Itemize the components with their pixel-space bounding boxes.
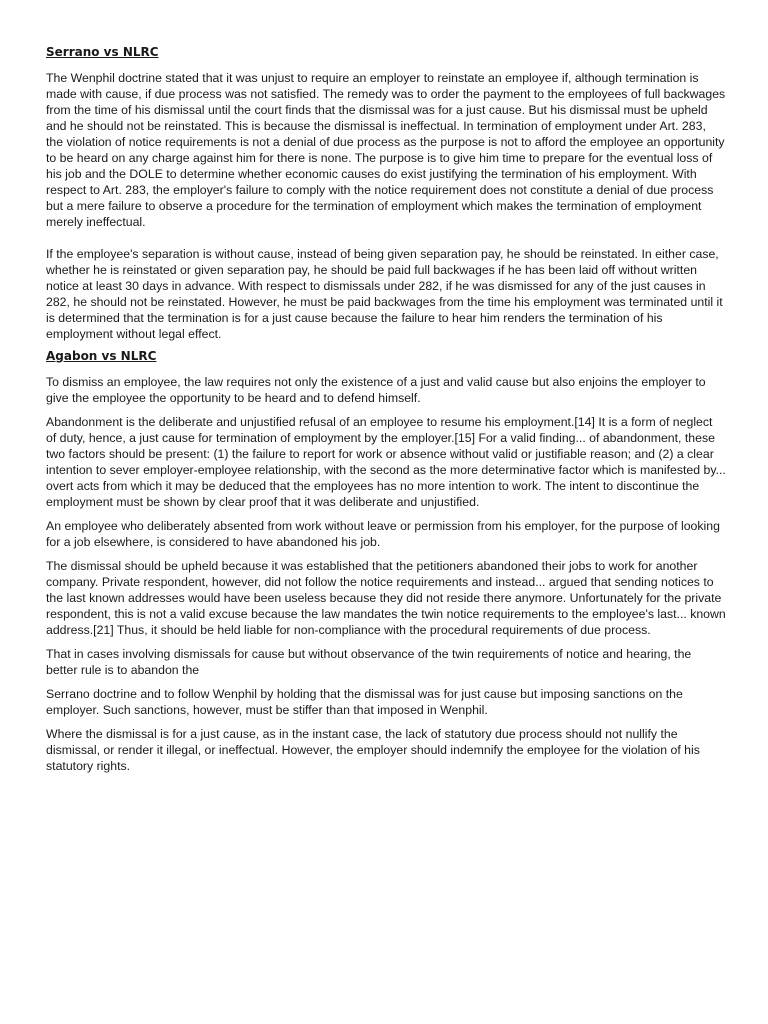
agabon-paragraph-3: An employee who deliberately absented from work without leave or permission from his employer, for the purpose of looking for a job elsewhere, is considered to have abandoned his job. [46,519,720,549]
agabon-paragraph-4: The dismissal should be upheld because it was established that the petitioners abandoned their jobs to work for another company. Private respondent, however, did not follow the notice requirements and instead... argued that sending notices to the last known addresses would have been useless because they did not reside there anymore. Unfortunately for the private respondent, this is not a valid excuse because the law mandates the twin notice requirements to the employee's last... known address.[21] Thus, it should be held liable for non-compliance with the procedural requirements of due process. [46,559,726,637]
serrano-paragraph-2: If the employee's separation is without cause, instead of being given separation pay, he should be reinstated. In either case, whether he is reinstated or given separation pay, he should be paid full backwages if he has been laid off without written notice at least 30 days in advance. With respect to dismissals under 282, if he was dismissed for any of the just causes in 282, he should not be reinstated. However, he must be paid backwages from the time his employment was terminated until it is determined that the termination is for a just cause because the failure to hear him renders the termination of his employment without legal effect. [46,247,723,341]
agabon-paragraph-1: To dismiss an employee, the law requires not only the existence of a just and valid cause but also enjoins the employer to give the employee the opportunity to be heard and to defend himself. [46,375,706,405]
agabon-paragraph-2: Abandonment is the deliberate and unjustified refusal of an employee to resume his employment.[14] It is a form of neglect of duty, hence, a just cause for termination of employment by the employer.[15] For a valid finding... of abandonment, these two factors should be present: (1) the failure to report for work or absence without valid or justifiable reason; and (2) a clear intention to sever employer-employee relationship, with the second as the more determinative factor which is manifested by... overt acts from which it may be deduced that the employees has no more intention to work. The intent to discontinue the employment must be shown by clear proof that it was deliberate and unjustified. [46,415,726,509]
agabon-paragraph-5: That in cases involving dismissals for cause but without observance of the twin requirements of notice and hearing, the better rule is to abandon the [46,647,692,677]
serrano-paragraph-1: The Wenphil doctrine stated that it was unjust to require an employer to reinstate an employee if, although termination is made with cause, if due process was not satisfied. The remedy was to order the payment to the employees of full backwages from the time of his dismissal until the court finds that the dismissal was for a just cause. But his dismissal must be upheld and he should not be reinstated. This is because the dismissal is ineffectual. In termination of employment under Art. 283, the violation of notice requirements is not a denial of due process as the purpose is not to afford the employee an opportunity to be heard on any charge against him for there is none. The purpose is to give him time to prepare for the eventual loss of his job and the DOLE to determine whether economic causes do exist justifying the termination of his employment. With respect to Art. 283, the employer's failure to comply with the notice requirement does not constitute a denial of due process but a mere failure to observe a procedure for the termination of employment which makes the termination of employment merely ineffectual. [46,71,726,229]
document-body [46,44,726,782]
section-heading-serrano: Serrano vs NLRC [46,45,159,59]
agabon-paragraph-7: Where the dismissal is for a just cause, as in the instant case, the lack of statutory due process should not nullify the dismissal, or render it illegal, or ineffectual. However, the employer should indemnify the employee for the violation of his statutory rights. [46,727,700,773]
agabon-paragraph-6: Serrano doctrine and to follow Wenphil by holding that the dismissal was for just cause but imposing sanctions on the employer. Such sanctions, however, must be stiffer than that imposed in Wenphil. [46,687,683,717]
section-heading-agabon: Agabon vs NLRC [46,349,157,363]
